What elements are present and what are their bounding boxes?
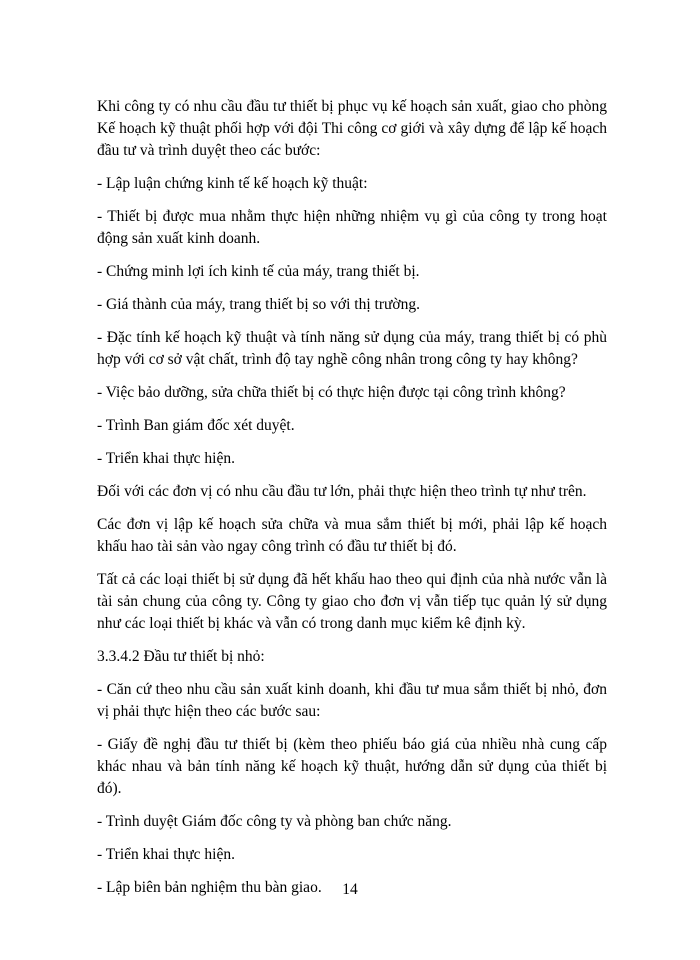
- list-item: - Chứng minh lợi ích kinh tế của máy, trang thiết bị.: [97, 263, 420, 280]
- body-paragraph: Các đơn vị lập kế hoạch sửa chữa và mua sắm thiết bị mới, phải lập kế hoạch khấu hao tài sản vào ngay công trình có đầu tư thiết bị đó.: [97, 516, 607, 555]
- intro-paragraph: Khi công ty có nhu cầu đầu tư thiết bị phục vụ kế hoạch sản xuất, giao cho phòng Kế hoạch kỹ thuật phối hợp với đội Thi công cơ giới và xây dựng để lập kế hoạch đầu tư và trình duyệt theo các bước:: [97, 98, 607, 159]
- section-heading: 3.3.4.2 Đầu tư thiết bị nhỏ:: [97, 648, 265, 665]
- list-item: - Đặc tính kế hoạch kỹ thuật và tính năng sử dụng của máy, trang thiết bị có phù hợp với cơ sở vật chất, trình độ tay nghề công nhân trong công ty hay không?: [97, 329, 607, 368]
- list-item: - Trình Ban giám đốc xét duyệt.: [97, 417, 295, 434]
- list-item: - Giấy đề nghị đầu tư thiết bị (kèm theo phiếu báo giá của nhiều nhà cung cấp khác nhau và bản tính năng kế hoạch kỹ thuật, hướng dẫn sử dụng của thiết bị đó).: [97, 736, 607, 797]
- list-item: - Triển khai thực hiện.: [97, 450, 235, 467]
- list-item: - Căn cứ theo nhu cầu sản xuất kinh doanh, khi đầu tư mua sắm thiết bị nhỏ, đơn vị phải thực hiện theo các bước sau:: [97, 681, 607, 720]
- list-item: - Thiết bị được mua nhằm thực hiện những nhiệm vụ gì của công ty trong hoạt động sản xuất kinh doanh.: [97, 208, 607, 247]
- list-item: - Giá thành của máy, trang thiết bị so với thị trường.: [97, 296, 420, 313]
- page-number: 14: [342, 881, 358, 898]
- document-body: [97, 96, 607, 910]
- list-item: - Trình duyệt Giám đốc công ty và phòng ban chức năng.: [97, 813, 452, 830]
- list-item: - Lập biên bản nghiệm thu bàn giao.: [97, 879, 322, 896]
- list-item: - Việc bảo dưỡng, sửa chữa thiết bị có thực hiện được tại công trình không?: [97, 384, 566, 401]
- list-item: - Lập luận chứng kinh tế kế hoạch kỹ thuật:: [97, 175, 368, 192]
- body-paragraph: Tất cả các loại thiết bị sử dụng đã hết khấu hao theo qui định của nhà nước vẫn là tài sản chung của công ty. Công ty giao cho đơn vị vẫn tiếp tục quản lý sử dụng như các loại thiết bị khác và vẫn có trong danh mục kiểm kê định kỳ.: [97, 571, 607, 632]
- body-paragraph: Đối với các đơn vị có nhu cầu đầu tư lớn, phải thực hiện theo trình tự như trên.: [97, 483, 587, 500]
- list-item: - Triển khai thực hiện.: [97, 846, 235, 863]
